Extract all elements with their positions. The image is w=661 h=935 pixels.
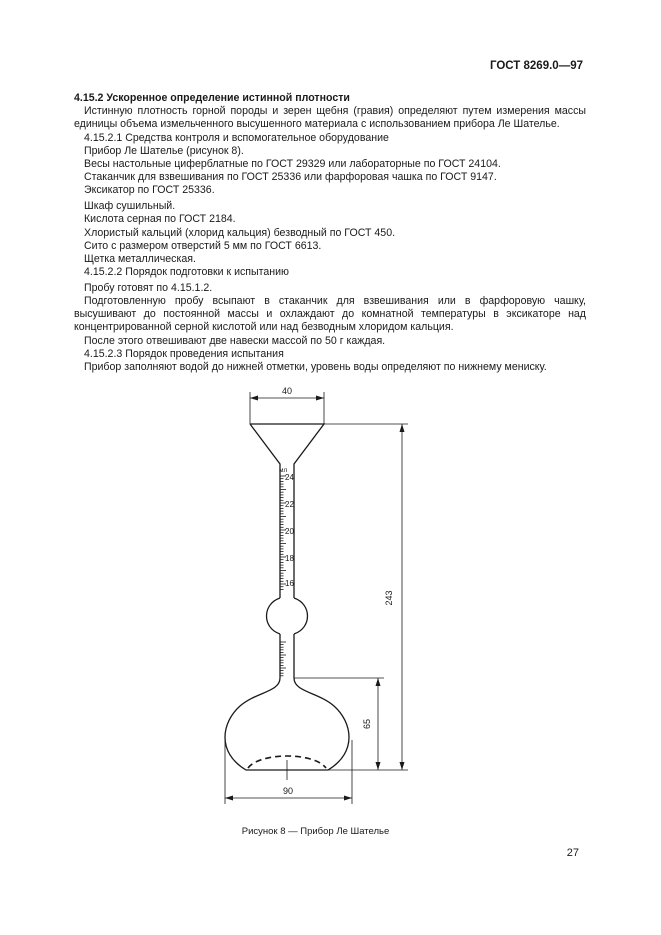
scale-unit-label: мл <box>279 467 288 474</box>
procedure-paragraph: Прибор заполняют водой до нижней отметки, уровень воды определяют по нижнему мениску. <box>84 361 547 374</box>
upper-bulb-outline <box>267 598 308 634</box>
le-chatelier-flask-diagram <box>0 380 661 820</box>
preparation-paragraph: После этого отвешивают две навески массой по 50 г каждая. <box>84 334 386 347</box>
document-header: ГОСТ 8269.0—97 <box>489 60 583 72</box>
intro-paragraph: Истинную плотность горной породы и зерен щебня (гравия) определяют путем измерения массы единицы объема измельченного высушенного материала с использованием прибора Ле Шателье. <box>74 105 586 131</box>
equipment-item: Весы настольные циферблатные по ГОСТ 29329 или лабораторные по ГОСТ 24104. <box>84 158 501 171</box>
equipment-item: Кислота серная по ГОСТ 2184. <box>84 213 236 226</box>
preparation-paragraph: Пробу готовят по 4.15.1.2. <box>84 281 213 294</box>
figure-caption <box>0 826 661 837</box>
dimension-bulb-height: 65 <box>362 718 372 730</box>
equipment-item: Стаканчик для взвешивания по ГОСТ 25336 или фарфоровая чашка по ГОСТ 9147. <box>84 171 497 184</box>
equipment-item: Сито с размером отверстий 5 мм по ГОСТ 6613. <box>84 239 322 252</box>
page-number: 27 <box>566 847 579 859</box>
subsection-title-procedure: 4.15.2.3 Порядок проведения испытания <box>84 347 284 360</box>
scale-label: 20 <box>285 527 294 536</box>
dimension-total-height: 243 <box>384 590 394 606</box>
equipment-item: Шкаф сушильный. <box>84 200 176 213</box>
scale-label: 24 <box>285 473 294 482</box>
scale-label: 22 <box>285 500 294 509</box>
equipment-item: Щетка металлическая. <box>84 252 196 265</box>
scale-label: 16 <box>285 579 294 588</box>
subsection-title-equipment: 4.15.2.1 Средства контроля и вспомогательное оборудование <box>84 131 389 144</box>
dimension-top-width: 40 <box>281 386 293 396</box>
equipment-item: Эксикатор по ГОСТ 25336. <box>84 184 215 197</box>
dimension-lines <box>225 392 408 804</box>
scale-label: 18 <box>285 554 294 563</box>
equipment-item: Хлористый кальций (хлорид кальция) безводный по ГОСТ 450. <box>84 226 396 239</box>
dimension-arrows <box>225 396 405 801</box>
equipment-item: Прибор Ле Шателье (рисунок 8). <box>84 144 244 157</box>
lower-neck-outline <box>280 634 294 678</box>
body-text <box>74 92 586 374</box>
subsection-title-preparation: 4.15.2.2 Порядок подготовки к испытанию <box>84 266 289 279</box>
funnel-outline <box>250 424 324 598</box>
section-heading: 4.15.2 Ускоренное определение истинной плотности <box>74 92 350 104</box>
figure-caption-text: Рисунок 8 — Прибор Ле Шателье <box>241 826 390 837</box>
dimension-bulb-width: 90 <box>282 786 294 796</box>
preparation-paragraph: Подготовленную пробу всыпают в стаканчик для взвешивания или в фарфоровую чашку, высушивают до постоянной массы и охлаждают до комнатной температуры в эксикаторе над концентрированной серной кислотой или над безводным хлоридом кальция. <box>74 295 586 334</box>
